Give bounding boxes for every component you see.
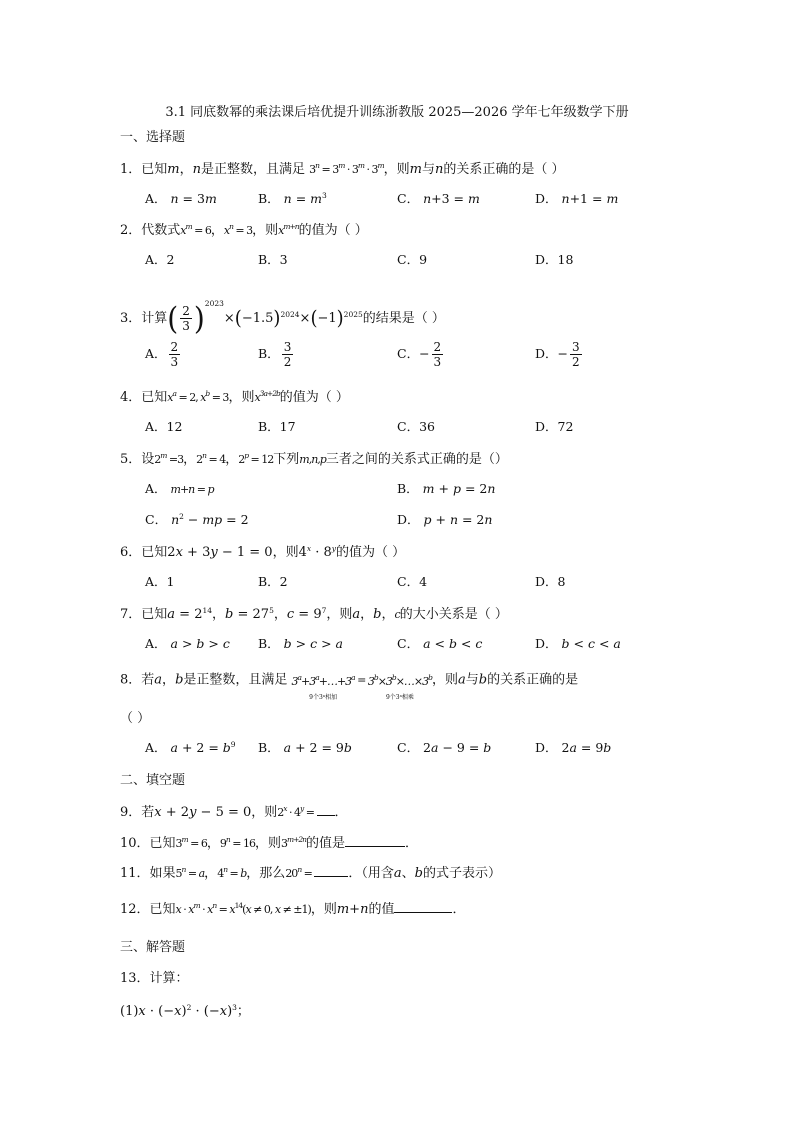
q1-option-d: D． n+1 = m <box>535 191 619 206</box>
question-13: 13．计算： <box>120 971 189 986</box>
question-2: 2．代数式$x^m = 6$，$x^n = 3$，则$x^{m+n}$的值为（ ） <box>120 222 368 238</box>
question-8: 8．若a，b是正整数，且满足 $3^a+3^a+\dots+3^a$ 9个3ᵃ相加 = $3^b\times 3^b\times\dots\times 3^b$ 9个3ᵃ相乘 ，则a与b的关系正确的是 <box>120 664 578 698</box>
section-heading-fill: 二、填空题 <box>120 773 186 788</box>
question-10: 10．已知$3^m = 6$，$9^n = 16$，则$3^{m+2n}$的值是 ． <box>120 835 419 851</box>
question-7: 7．已知$a = 2^{14}$，$b = 27^5$，$c = 9^7$，则a，b，c的大小关系是（ ） <box>120 606 508 622</box>
q4-option-d: D．72 <box>535 419 574 434</box>
q3-option-b: B． $\frac{3}{2}$ <box>258 340 292 369</box>
q9-answer-blank[interactable] <box>317 803 335 816</box>
q2-option-d: D．18 <box>535 252 574 267</box>
q3-option-d: D．− $\frac{3}{2}$ <box>535 340 580 369</box>
q1-option-a: A． n = 3m <box>145 191 217 206</box>
q2-option-a: A．2 <box>145 252 175 267</box>
question-8-bracket: （ ） <box>120 711 151 726</box>
question-5: 5．设$2^m =3$，$2^n = 4$，$2^p = 12$下列m,n,p三者之间的关系式正确的是（） <box>120 451 508 467</box>
page-title: 3.1 同底数幂的乘法课后培优提升训练浙教版 2025—2026 学年七年级数学下册 <box>165 105 629 120</box>
q8-option-c: C． 2a − 9 = b <box>397 740 492 755</box>
q4-option-a: A．12 <box>145 419 183 434</box>
q6-option-c: C．4 <box>397 574 428 589</box>
q4-option-c: C．36 <box>397 419 435 434</box>
q7-option-c: C． a < b < c <box>397 636 483 651</box>
q12-answer-blank[interactable] <box>394 900 452 913</box>
q10-answer-blank[interactable] <box>345 834 405 847</box>
q3-option-c: C．− $\frac{2}{3}$ <box>397 340 442 369</box>
q8-option-d: D． 2a = 9b <box>535 740 612 755</box>
sum-expression: $3^a+3^a+\dots+3^a$ 9个3ᵃ相加 <box>291 673 355 701</box>
q6-option-a: A．1 <box>145 574 175 589</box>
product-expression: $3^b\times 3^b\times\dots\times 3^b$ 9个3ᵃ相乘 <box>367 673 432 701</box>
section-heading-solve: 三、解答题 <box>120 940 186 955</box>
q4-option-b: B．17 <box>258 419 296 434</box>
question-3: 3．计算( $\frac{2}{3}$ )$^{2023}\times(-1.5)^{2024}\times(-1)^{2025}$的结果是（ ） <box>120 299 445 337</box>
question-9: 9．若x + 2y − 5 = 0，则$2^x \cdot 4^y$ = ． <box>120 804 348 820</box>
q5-option-c: C． $n^2$ − mp = 2 <box>145 512 249 527</box>
q6-option-d: D．8 <box>535 574 566 589</box>
question-1: 1．已知m，n是正整数，且满足 $3^n = 3^m \cdot 3^m \cdot 3^m$，则m与n的关系正确的是（ ） <box>120 161 565 177</box>
q2-option-c: C．9 <box>397 252 428 267</box>
q5-option-b: B． m + p = 2n <box>397 481 496 496</box>
q7-option-d: D． b < c < a <box>535 636 621 651</box>
q6-option-b: B．2 <box>258 574 288 589</box>
question-12: 12．已知$x \cdot x^m \cdot x^n = x^{14}(x \ne 0$, x ≠ ±1)，则m+n的值 ． <box>120 901 466 917</box>
q7-option-a: A． a > b > c <box>145 636 230 651</box>
q1-option-b: B． $n = m^3$ <box>258 191 327 206</box>
q2-option-b: B．3 <box>258 252 288 267</box>
question-6: 6．已知2x + 3y − 1 = 0，则$4^x \cdot 8^y$的值为（ ） <box>120 544 406 560</box>
q5-option-d: D． p + n = 2n <box>397 512 493 527</box>
question-13-part-1: $(1)x \cdot (-x)^2 \cdot (-x)^3$； <box>120 1003 250 1019</box>
question-11: 11．如果$5^n = a$，$4^n = b$，那么$20^n$ = ．（用含a、b的式子表示） <box>120 865 502 881</box>
section-heading-choice: 一、选择题 <box>120 130 186 145</box>
question-4: 4．已知$x^a = 2$, $x^b = 3$，则$x^{3a+2b}$的值为（ ） <box>120 389 349 405</box>
q5-option-a: A． m+n = p <box>145 481 214 496</box>
q7-option-b: B． b > c > a <box>258 636 343 651</box>
q8-option-a: A． $a + 2 = b^9$ <box>145 740 236 755</box>
q8-option-b: B． a + 2 = 9b <box>258 740 352 755</box>
q3-option-a: A． $\frac{2}{3}$ <box>145 340 179 369</box>
q1-option-c: C． n+3 = m <box>397 191 480 206</box>
q11-answer-blank[interactable] <box>314 864 348 877</box>
